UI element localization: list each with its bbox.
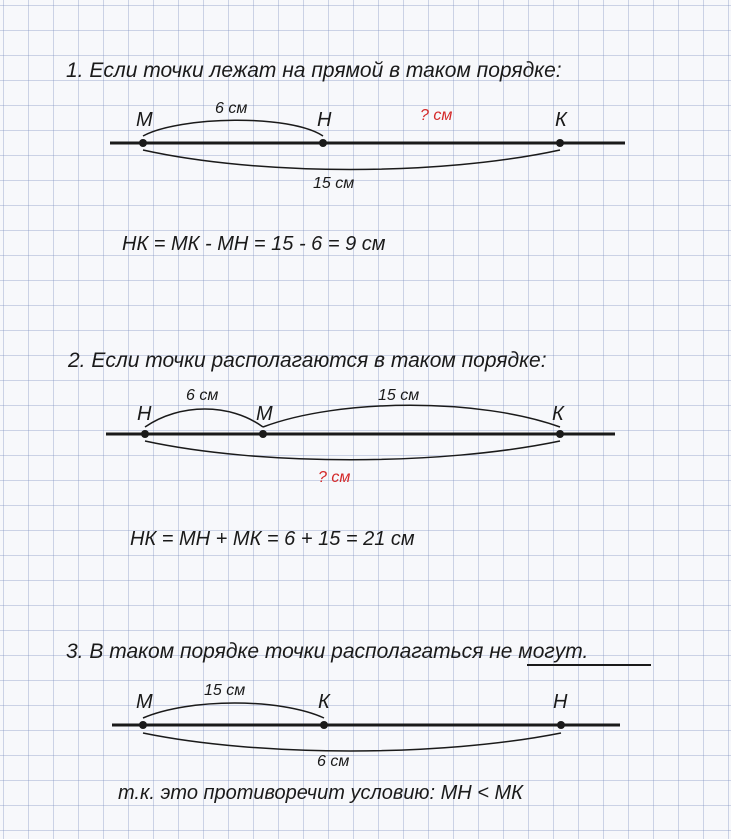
section2-point-m-dot: [259, 430, 267, 438]
section2-label-mk: 15 см: [378, 387, 420, 404]
section1-label-mn: 6 см: [215, 100, 248, 117]
section3-point-n-label: Н: [553, 691, 568, 713]
section1-point-m-label: М: [136, 109, 153, 131]
section2-label-nk-unknown: ? см: [318, 469, 351, 486]
section3-point-n-dot: [557, 721, 565, 729]
section2-label-nm: 6 см: [186, 387, 219, 404]
section2-point-k-dot: [556, 430, 564, 438]
section1-point-m-dot: [139, 139, 147, 147]
section1-point-n-label: Н: [317, 109, 332, 131]
section3-underline: [527, 664, 651, 666]
section2-point-m-label: М: [256, 403, 273, 425]
section2-brace-top-right: [263, 405, 560, 427]
section2-point-n-dot: [141, 430, 149, 438]
section3-diagram: [0, 680, 731, 760]
section3-label-mn: 6 см: [317, 753, 350, 770]
section3-point-k-label: К: [318, 691, 330, 713]
section1-heading: 1. Если точки лежат на прямой в таком порядке:: [66, 59, 562, 82]
section3-note: т.к. это противоречит условию: МН < МК: [118, 782, 523, 804]
section3-heading-underlined: не могут.: [489, 640, 589, 663]
section1-brace-bottom: [143, 150, 560, 170]
section2-diagram: [0, 387, 731, 470]
section1-point-k-label: К: [555, 109, 567, 131]
section3-brace-top: [143, 703, 324, 718]
section2-formula: НК = МН + МК = 6 + 15 = 21 см: [130, 528, 415, 550]
section3-label-mk: 15 см: [204, 682, 246, 699]
section2-heading: 2. Если точки располагаются в таком порядке:: [68, 349, 547, 372]
section2-brace-bottom: [145, 441, 560, 460]
section3-point-m-dot: [139, 721, 147, 729]
section3-heading-text: 3. В таком порядке точки располагаться: [66, 640, 490, 663]
section3-heading: [66, 641, 588, 662]
section1-brace-top: [143, 120, 323, 136]
section2-brace-top-left: [145, 409, 263, 427]
section1-label-nk-unknown: ? см: [420, 107, 453, 124]
section1-point-k-dot: [556, 139, 564, 147]
section3-point-k-dot: [320, 721, 328, 729]
section1-formula: НК = МК - МН = 15 - 6 = 9 см: [122, 233, 386, 255]
section3-point-m-label: М: [136, 691, 153, 713]
section1-label-mk: 15 см: [313, 175, 355, 192]
section2-point-k-label: К: [552, 403, 564, 425]
section1-point-n-dot: [319, 139, 327, 147]
section2-point-n-label: Н: [137, 403, 152, 425]
section1-diagram: [0, 100, 731, 170]
section3-brace-bottom: [143, 733, 561, 751]
